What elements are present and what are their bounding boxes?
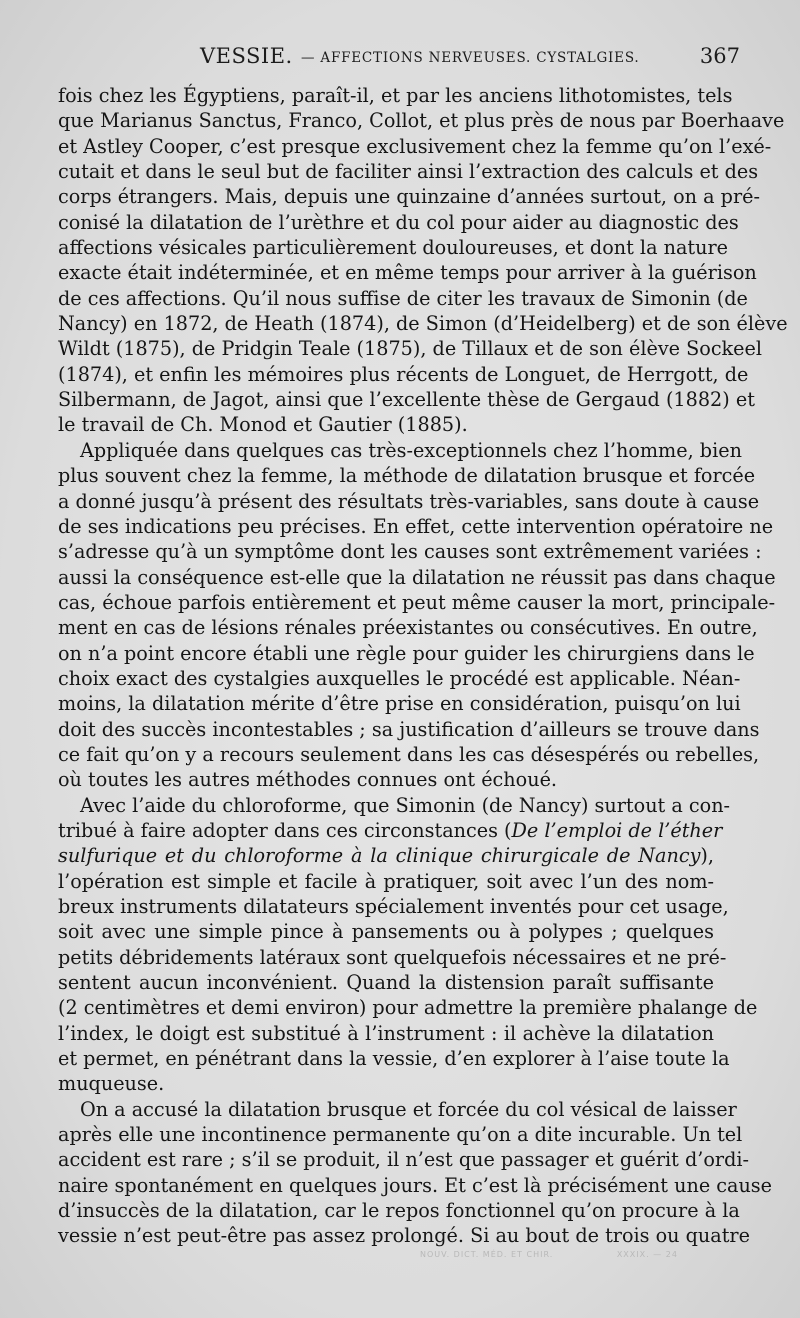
text-line: que Marianus Sanctus, Franco, Collot, et plus près de nous par Boerhaave [58, 109, 785, 133]
printer-signature [420, 1250, 700, 1264]
text-line: moins, la dilatation mérite d’être prise en considération, puisqu’on lui [58, 692, 741, 716]
text-line: cas, échoue parfois entièrement et peut même causer la mort, principale- [58, 590, 776, 614]
text-line: fois chez les Égyptiens, paraît-il, et par les anciens lithotomistes, tels [58, 84, 733, 107]
header-subtitle: — AFFECTIONS NERVEUSES. CYSTALGIES. [301, 50, 640, 66]
text-line: Avec l’aide du chloroforme, que Simonin (de Nancy) surtout a con- [80, 793, 731, 817]
signature-volume: XXXIX. — 24 [616, 1250, 678, 1259]
text-line: d’insuccès de la dilatation, car le repos fonctionnel qu’on procure à la [58, 1199, 740, 1223]
text-line: le travail de Ch. Monod et Gautier (1885). [58, 413, 468, 437]
text-line: exacte était indéterminée, et en même temps pour arriver à la guérison [58, 261, 757, 285]
text-line: aussi la conséquence est-elle que la dilatation ne réussit pas dans chaque [58, 565, 776, 589]
text-line: Wildt (1875), de Pridgin Teale (1875), de Tillaux et de son élève Sockeel [58, 337, 763, 361]
text-line: où toutes les autres méthodes connues ont échoué. [58, 768, 558, 792]
text-line: on n’a point encore établi une règle pour guider les chirurgiens dans le [58, 641, 755, 665]
text-line: cutait et dans le seul but de faciliter ainsi l’extraction des calculs et des [58, 160, 759, 184]
text-line: l’index, le doigt est substitué à l’instrument : il achève la dilatation [58, 1021, 714, 1045]
text-line: et permet, en pénétrant dans la vessie, d’en explorer à l’aise toute la [58, 1047, 730, 1071]
text-line: ment en cas de lésions rénales préexistantes ou consécutives. En outre, [58, 616, 758, 640]
text-line: Silbermann, de Jagot, ainsi que l’excellente thèse de Gergaud (1882) et [58, 388, 755, 412]
text-line: sulfurique et du chloroforme à la clinique chirurgicale de Nancy), [58, 844, 714, 868]
text-line: (2 centimètres et demi environ) pour admettre la première phalange de [58, 996, 758, 1020]
text-line: plus souvent chez la femme, la méthode de dilatation brusque et forcée [58, 464, 756, 488]
text-line: muqueuse. [58, 1072, 165, 1096]
text-line: (1874), et enfin les mémoires plus récents de Longuet, de Herrgott, de [58, 362, 749, 386]
text-line: vessie n’est peut-être pas assez prolongé. Si au bout de trois ou quatre [58, 1224, 750, 1248]
text-line: ce fait qu’on y a recours seulement dans les cas désespérés ou rebelles, [58, 742, 760, 766]
text-line: s’adresse qu’à un symptôme dont les causes sont extrêmement variées : [58, 540, 762, 564]
text-line: Appliquée dans quelques cas très-exceptionnels chez l’homme, bien [80, 438, 742, 462]
text-line: conisé la dilatation de l’urèthre et du col pour aider au diagnostic des [58, 210, 739, 234]
text-line: doit des succès incontestables ; sa justification d’ailleurs se trouve dans [58, 717, 760, 741]
text-line: et Astley Cooper, c’est presque exclusivement chez la femme qu’on l’exé- [58, 134, 772, 158]
text-line: breux instruments dilatateurs spécialement inventés pour cet usage, [58, 895, 729, 918]
body-text [58, 83, 788, 1249]
running-header [200, 44, 740, 74]
text-line: soit avec une simple pince à pansements ou à polypes ; quelques [58, 920, 714, 944]
text-line: accident est rare ; s’il se produit, il n’est que passager et guérit d’ordi- [58, 1148, 749, 1172]
text-line: On a accusé la dilatation brusque et forcée du col vésical de laisser [80, 1097, 737, 1121]
signature-text: NOUV. DICT. MÉD. ET CHIR. [420, 1250, 554, 1259]
page-number: 367 [699, 44, 740, 68]
text-line: corps étrangers. Mais, depuis une quinzaine d’années surtout, on a pré- [58, 185, 760, 209]
text-line: sentent aucun inconvénient. Quand la distension paraît suffisante [58, 971, 714, 995]
text-line: après elle une incontinence permanente qu’on a dite incurable. Un tel [58, 1123, 743, 1147]
text-line: naire spontanément en quelques jours. Et c’est là précisément une cause [58, 1173, 773, 1197]
text-line: tribué à faire adopter dans ces circonstances (De l’emploi de l’éther [58, 818, 723, 842]
text-line: l’opération est simple et facile à pratiquer, soit avec l’un des nom- [58, 869, 714, 893]
text-line: affections vésicales particulièrement douloureuses, et dont la nature [58, 236, 728, 260]
header-title: VESSIE. [200, 44, 293, 68]
text-line: Nancy) en 1872, de Heath (1874), de Simon (d’Heidelberg) et de son élève [58, 312, 788, 336]
text-line: a donné jusqu’à présent des résultats très-variables, sans doute à cause [58, 489, 760, 513]
text-line: choix exact des cystalgies auxquelles le procédé est applicable. Néan- [58, 666, 741, 690]
text-line: de ses indications peu précises. En effet, cette intervention opératoire ne [58, 514, 774, 538]
text-line: de ces affections. Qu’il nous suffise de citer les travaux de Simonin (de [58, 286, 748, 310]
text-line: petits débridements latéraux sont quelquefois nécessaires et ne pré- [58, 945, 727, 969]
